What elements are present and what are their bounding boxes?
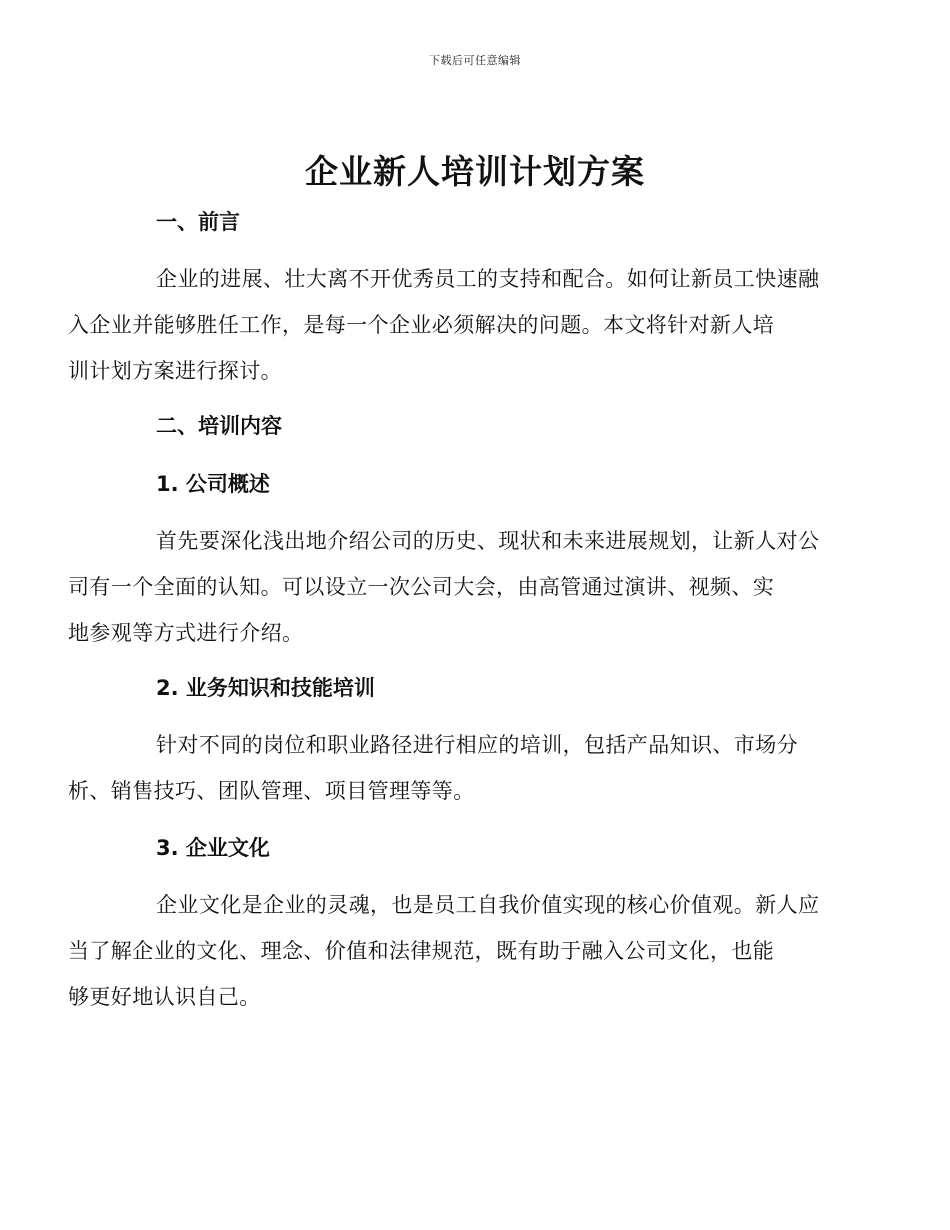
paragraph-company-overview — [68, 518, 830, 656]
paragraph-line: 当了解企业的文化、理念、价值和法律规范，既有助于融入公司文化，也能 — [68, 939, 775, 963]
paragraph-line: 首先要深化浅出地介绍公司的历史、现状和未来进展规划，让新人对公 — [156, 529, 820, 553]
paragraph-line: 企业的进展、壮大离不开优秀员工的支持和配合。如何让新员工快速融 — [156, 267, 820, 291]
paragraph-skills-training — [68, 722, 830, 814]
heading-company-overview: 1. 公司概述 — [156, 472, 270, 496]
heading-training-content: 二、培训内容 — [156, 414, 282, 438]
heading-skills-training: 2. 业务知识和技能培训 — [156, 676, 375, 700]
paragraph-line: 针对不同的岗位和职业路径进行相应的培训，包括产品知识、市场分 — [156, 733, 798, 757]
heading-corporate-culture: 3. 企业文化 — [156, 836, 270, 860]
paragraph-corporate-culture — [68, 882, 830, 1020]
paragraph-line: 够更好地认识自己。 — [68, 985, 261, 1009]
document-title: 企业新人培训计划方案 — [305, 152, 645, 191]
header-note: 下载后可任意编辑 — [429, 54, 521, 67]
paragraph-preface — [68, 256, 830, 394]
paragraph-line: 企业文化是企业的灵魂，也是员工自我价值实现的核心价值观。新人应 — [156, 893, 820, 917]
paragraph-line: 司有一个全面的认知。可以设立一次公司大会，由高管通过演讲、视频、实 — [68, 575, 775, 599]
paragraph-line: 入企业并能够胜任工作，是每一个企业必须解决的问题。本文将针对新人培 — [68, 313, 775, 337]
paragraph-line: 析、销售技巧、团队管理、项目管理等等。 — [68, 779, 475, 803]
heading-preface: 一、前言 — [156, 210, 240, 234]
paragraph-line: 地参观等方式进行介绍。 — [68, 621, 304, 645]
paragraph-line: 训计划方案进行探讨。 — [68, 359, 282, 383]
